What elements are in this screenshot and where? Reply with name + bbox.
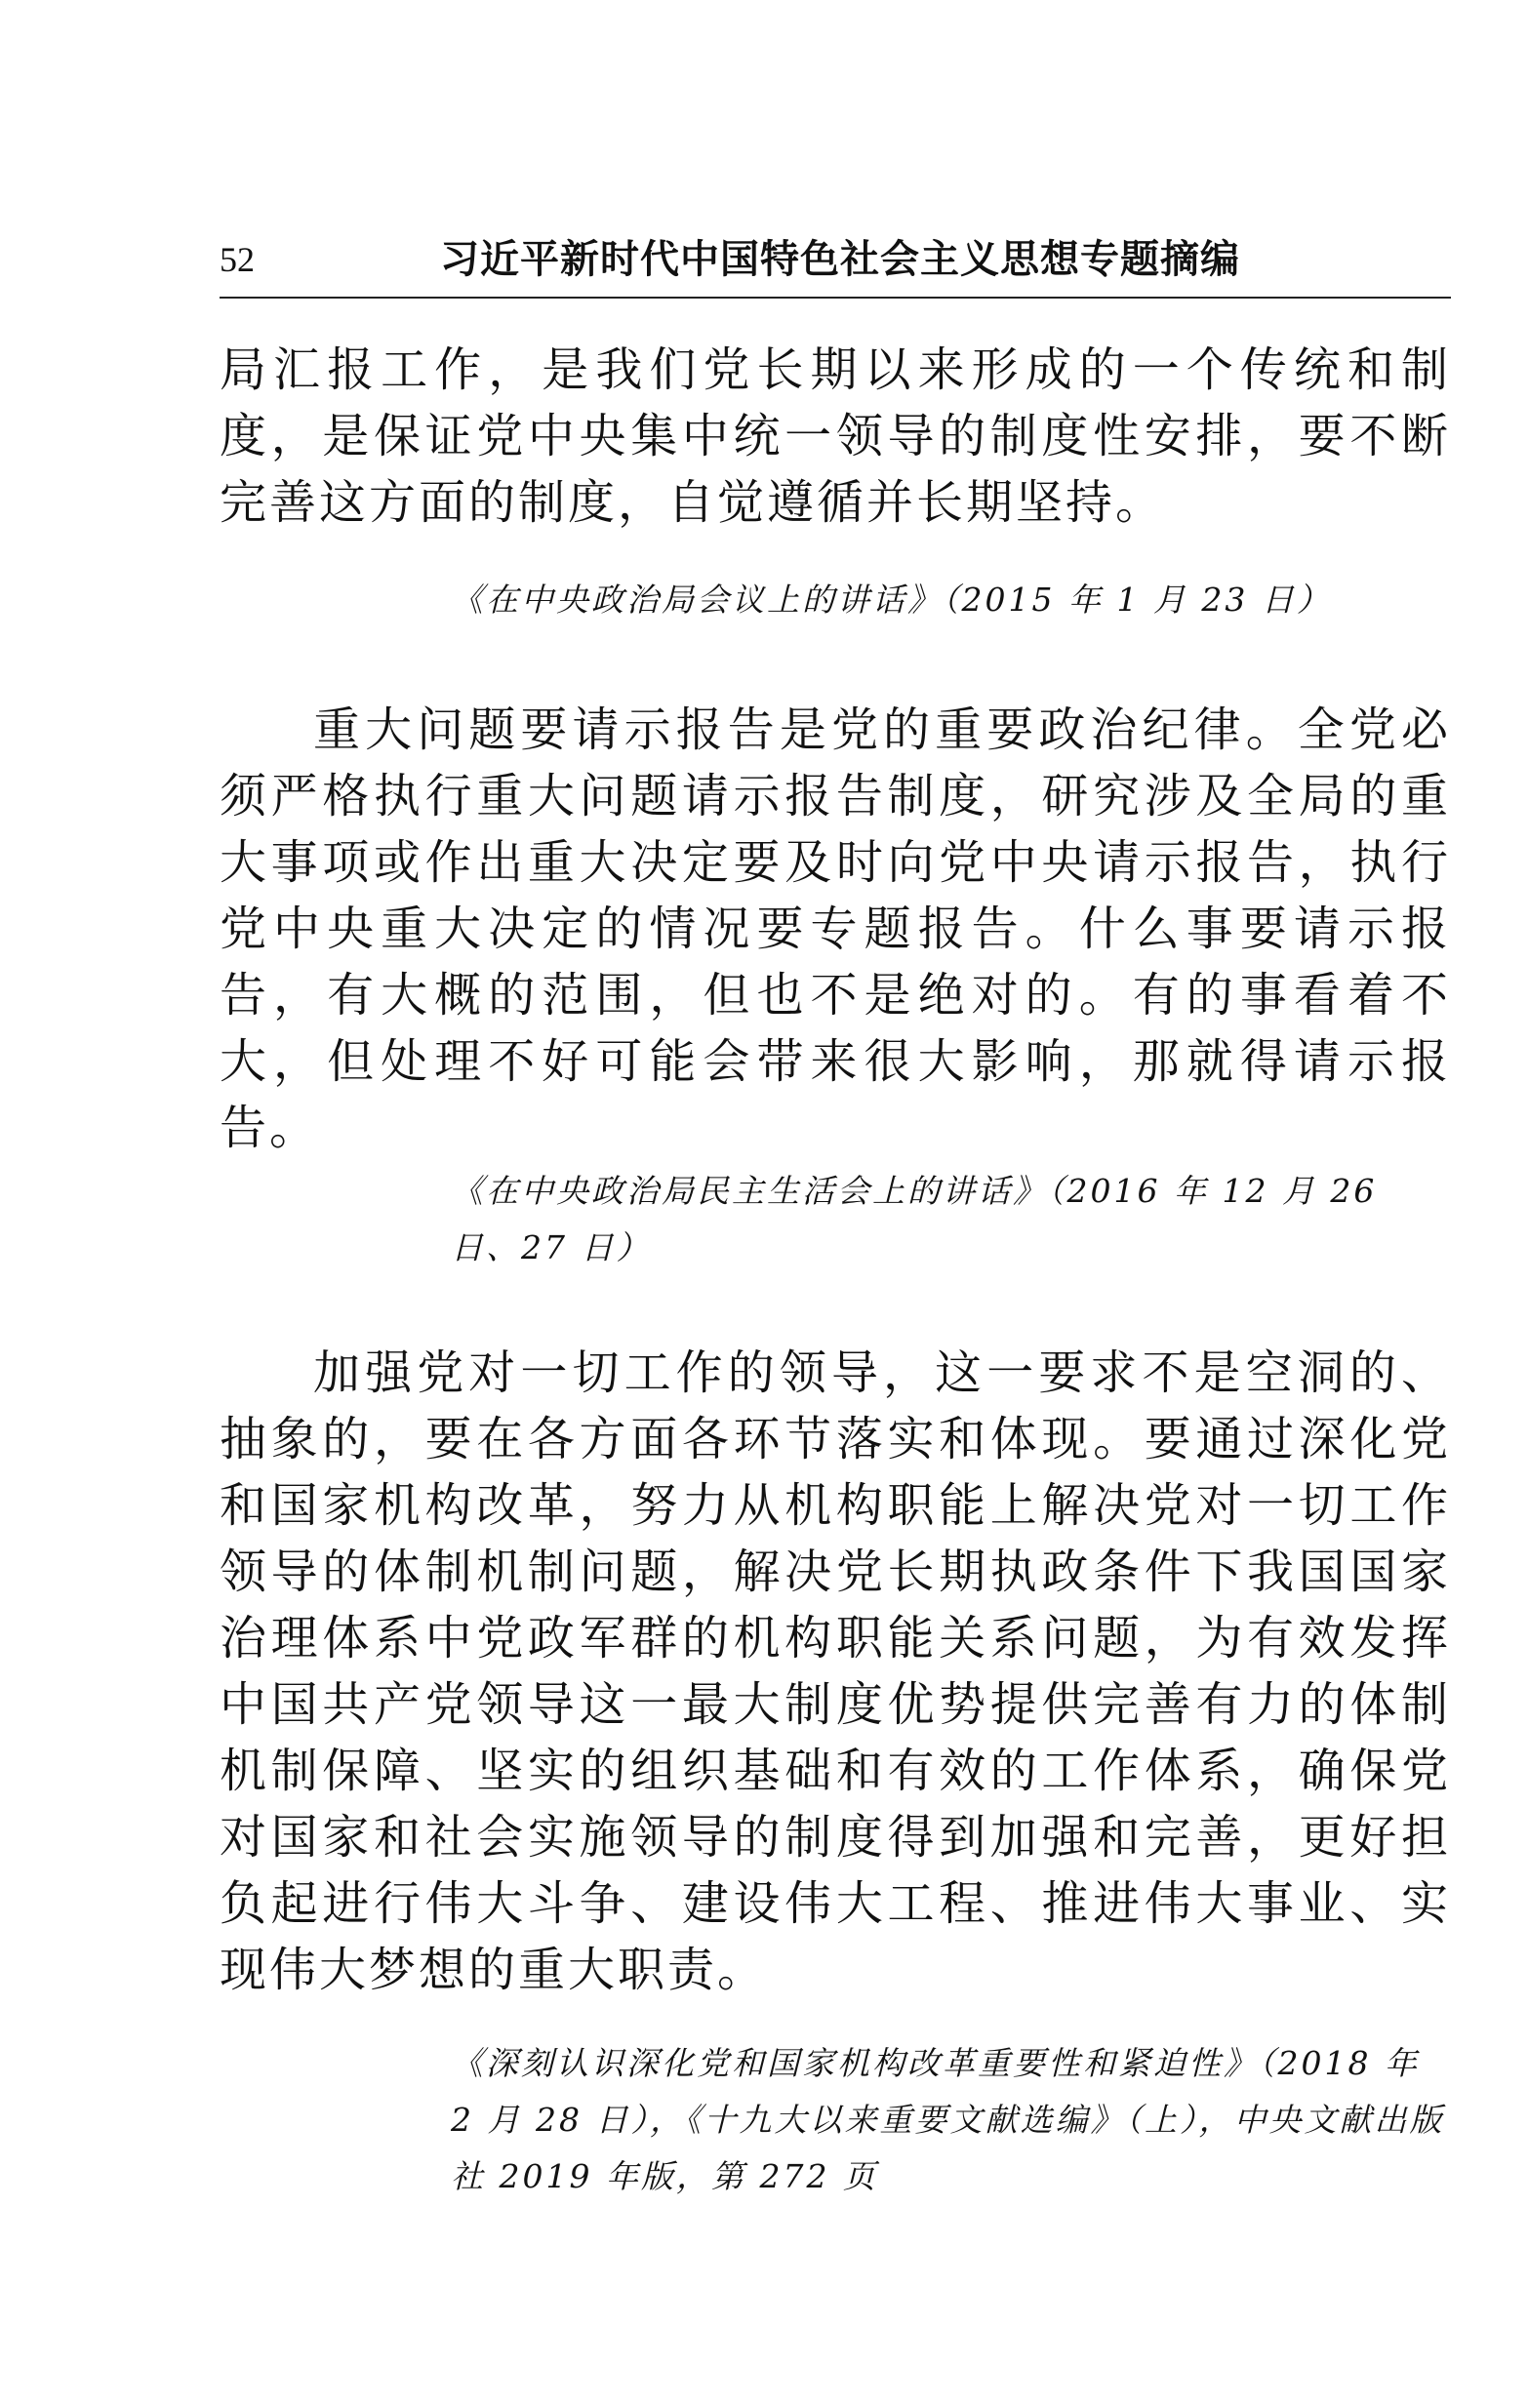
page-number: 52: [220, 240, 255, 279]
header-rule: [220, 297, 1451, 299]
page-header: [220, 230, 1449, 289]
source-citation-3: 《深刻认识深化党和国家机构改革重要性和紧迫性》（2018 年 2 月 28 日），《十九大以来重要文献选编》（上），中央文献出版社 2019 年版，第 272 页: [451, 2044, 1445, 2195]
paragraph-3: 加强党对一切工作的领导，这一要求不是空洞的、抽象的，要在各方面各环节落实和体现。要通过深化党和国家机构改革，努力从机构职能上解决党对一切工作领导的体制机制问题，解决党长期执政条件下我国国家治理体系中党政军群的机构职能关系问题，为有效发挥中国共产党领导这一最大制度优势提供完善有力的体制机制保障、坚实的组织基础和有效的工作体系，确保党对国家和社会实施领导的制度得到加强和完善，更好担负起进行伟大斗争、建设伟大工程、推进伟大事业、实现伟大梦想的重大职责。: [220, 1345, 1451, 1997]
source-citation-1: 《在中央政治局会议上的讲话》（2015 年 1 月 23 日）: [451, 581, 1332, 619]
running-title: 习近平新时代中国特色社会主义思想专题摘编: [440, 236, 1240, 282]
paragraph-1: 局汇报工作，是我们党长期以来形成的一个传统和制度，是保证党中央集中统一领导的制度性安排，要不断完善这方面的制度，自觉遵循并长期坚持。: [220, 342, 1451, 530]
source-citation-2: 《在中央政治局民主生活会上的讲话》（2016 年 12 月 26 日、27 日）: [451, 1172, 1378, 1266]
paragraph-2: 重大问题要请示报告是党的重要政治纪律。全党必须严格执行重大问题请示报告制度，研究涉及全局的重大事项或作出重大决定要及时向党中央请示报告，执行党中央重大决定的情况要专题报告。什么事要请示报告，有大概的范围，但也不是绝对的。有的事看着不大，但处理不好可能会带来很大影响，那就得请示报告。: [220, 702, 1451, 1155]
